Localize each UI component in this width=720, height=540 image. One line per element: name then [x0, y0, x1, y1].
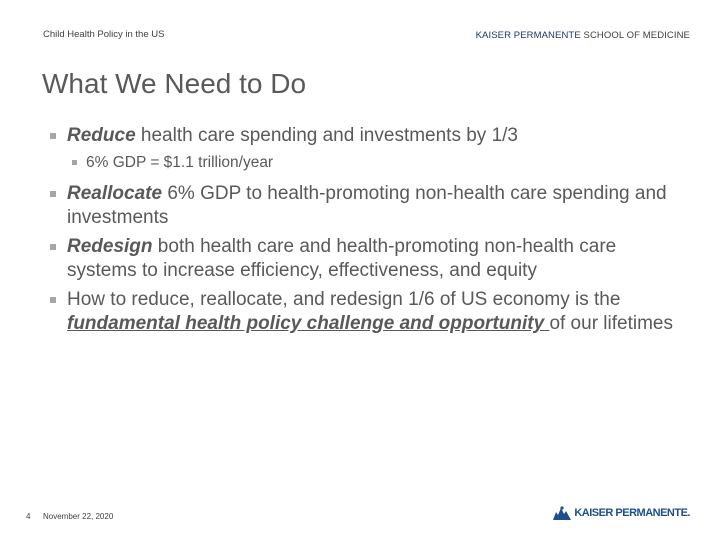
slide-content	[48, 124, 688, 341]
bullet-text: health care spending and investments by 1/3	[135, 125, 518, 146]
bullet-square-icon	[50, 191, 56, 197]
header-school: SCHOOL OF MEDICINE	[580, 30, 690, 41]
slide-title: What We Need to Do	[42, 68, 307, 99]
bullet-square-icon	[50, 133, 56, 139]
bullet-how-to	[48, 288, 688, 336]
bullet-redesign	[48, 235, 688, 283]
bullet-reduce	[48, 124, 688, 148]
header-brand: KAISER PERMANENTE	[475, 30, 581, 41]
bullet-reallocate	[48, 182, 688, 230]
header-right-institution	[476, 30, 690, 41]
sub-bullet-gdp	[48, 152, 688, 174]
kaiser-logo-icon	[553, 506, 571, 520]
bullet-square-icon	[50, 244, 56, 250]
bullet-text: 6% GDP to health-promoting non-health care spending and investments	[67, 183, 667, 228]
header-left-title: Child Health Policy in the US	[43, 29, 165, 40]
sub-bullet-text: 6% GDP = $1.1 trillion/year	[86, 154, 274, 171]
bullet-emphasis: Redesign	[67, 236, 153, 257]
bullet-text-end: of our lifetimes	[549, 313, 673, 334]
page-number: 4	[26, 512, 31, 521]
sub-bullet-square-icon	[72, 160, 77, 165]
bullet-text: How to reduce, reallocate, and redesign 1/6 of US economy is the	[67, 289, 621, 310]
kaiser-logo	[553, 506, 690, 520]
bullet-emphasis: Reallocate	[67, 183, 163, 204]
bullet-emphasis: Reduce	[67, 125, 136, 146]
kaiser-logo-text: KAISER PERMANENTE.	[574, 507, 690, 519]
bullet-text: both health care and health-promoting non-health care systems to increase efficiency, effectiveness, and equity	[67, 236, 617, 281]
bullet-square-icon	[50, 297, 56, 303]
bullet-underlined-emphasis: fundamental health policy challenge and opportunity	[67, 313, 550, 334]
footer-date: November 22, 2020	[43, 512, 114, 521]
